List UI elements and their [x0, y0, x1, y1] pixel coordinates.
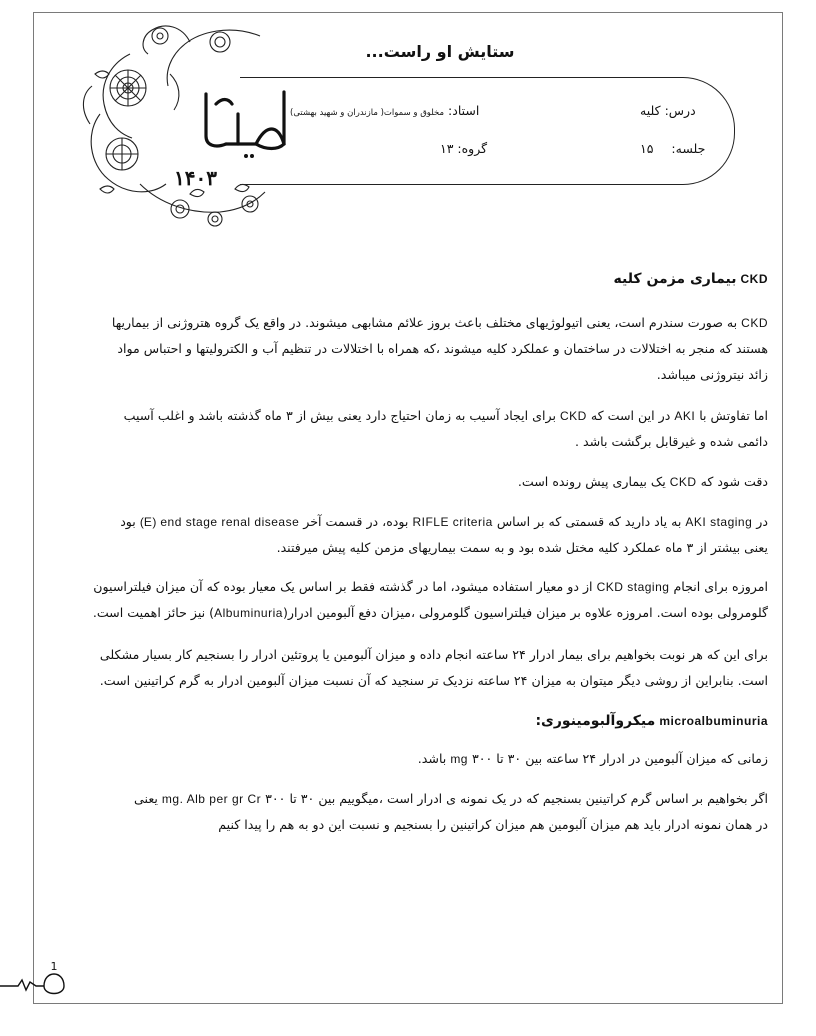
p5-a: امروزه برای انجام	[673, 579, 768, 594]
p4-line2: یعنی بیشتر از ۳ ماه عملکرد کلیه مختل شده بود و به سمت بیماریهای مزمن کلیه پیش میرفتند.	[276, 540, 768, 555]
paragraph-aki-staging	[48, 509, 768, 561]
p4-b: به یاد دارید که قسمتی که بر اساس	[496, 514, 682, 529]
teacher-value: مخلوق و سموات( مازندران و شهید بهشتی)	[290, 108, 445, 118]
p5-b: از دو معیار استفاده میشود، اما در گذشته فقط بر اساس یک معیار بوده که آن میزان فیلتراسیون	[93, 579, 593, 594]
session-label: جلسه:	[671, 141, 706, 156]
p5-albuminuria: Albuminuria	[214, 606, 283, 620]
paragraph-micro-definition	[48, 746, 768, 772]
p8-unit: mg. Alb per gr Cr	[161, 792, 262, 806]
p2-line2: دائمی شده و غیرقابل برگشت باشد .	[574, 434, 768, 449]
p1-line2: هستند که منجر به اختلالات در ساختمان و عملکرد کلیه میشوند ،که همراه با اختلالات در تنظیم آب و الکترولیتها و احتباس مواد	[117, 341, 768, 356]
session-field	[640, 141, 705, 156]
p1-line1: به صورت سندرم است، یعنی اتیولوژیهای مختلف باعث بروز علائم مشابهی میشوند. در واقع یک گروه هتروژنی از بیماریها	[111, 315, 742, 330]
p2-aki: AKI	[674, 409, 696, 423]
p8-b: یعنی	[134, 791, 158, 806]
paragraph-progressive	[48, 469, 768, 495]
session-value: ۱۵	[640, 141, 654, 156]
paragraph-ckd-staging	[48, 574, 768, 626]
p2-c: برای ایجاد آسیب به زمان احتیاج دارد یعنی بیش از ۳ ماه گذشته باشد و اغلب آسیب	[123, 408, 556, 423]
p6-line2: است. بنابراین از روشی دیگر میتوان به میزان ۲۴ ساعته نزدیک تر سنجید که آن نسبت میزان آلبومین ادرار به گرم کراتینین است.	[99, 673, 768, 688]
p4-rifle: RIFLE criteria	[412, 515, 493, 529]
p4-a: در	[756, 514, 768, 529]
p1-line3: زائد نیتروژنی میباشد.	[656, 367, 768, 382]
p6-line1: برای این که هر نوبت بخواهیم برای بیمار ادرار ۲۴ ساعته انجام داده و میزان آلبومین یا پروتئین ادرار را بسنجیم کار بسیار مشکلی	[99, 647, 768, 662]
header-info-box	[240, 77, 735, 185]
group-field	[440, 141, 487, 156]
teacher-label: استاد:	[448, 103, 480, 118]
paragraph-ckd-definition	[48, 310, 768, 388]
p8-a: اگر بخواهیم بر اساس گرم کراتینین بسنجیم که در یک نمونه ی ادرار است ،میگوییم بین ۳۰ تا ۳۰۰	[265, 791, 768, 806]
paragraph-24h-urine	[48, 642, 768, 694]
ckd-heading-fa: بیماری مزمن کلیه	[613, 271, 737, 287]
p4-d: بود	[120, 514, 136, 529]
p3-b: یک بیماری پیش رونده است.	[517, 474, 666, 489]
p5-line2a: گلومرولی بوده است. امروزه علاوه بر میزان فیلتراسیون گلومرولی ،میزان دفع آلبومین ادرار(	[282, 605, 768, 620]
p2-b: در این است که	[590, 408, 671, 423]
p7-a: زمانی که میزان آلبومین در ادرار ۲۴ ساعته بین ۳۰ تا ۳۰۰	[472, 751, 768, 766]
lesson-field	[640, 103, 696, 118]
p2-a: اما تفاوتش با	[699, 408, 768, 423]
p4-esrd: end stage renal disease	[160, 515, 300, 529]
lesson-label: درس:	[664, 103, 696, 118]
p5-ckd-staging: CKD staging	[596, 580, 670, 594]
p8-line2: در همان نمونه ادرار باید هم میزان آلبومین هم میزان کراتینین را بسنجیم و نسبت این دو به هم را پیدا کنیم	[218, 817, 768, 832]
page-number: 1	[50, 960, 58, 973]
p4-aki-staging: AKI staging	[685, 515, 753, 529]
group-label: گروه:	[457, 141, 488, 156]
p5-line2b: ) نیز حائز اهمیت است.	[92, 605, 215, 620]
p7-b: باشد.	[417, 751, 447, 766]
p1-lead: CKD	[741, 316, 768, 330]
logo-year: ۱۴۰۳	[174, 166, 217, 190]
lesson-value: کلیه	[640, 103, 661, 118]
paragraph-aki-difference	[48, 403, 768, 455]
p7-mg: mg	[450, 752, 468, 766]
group-value: ۱۳	[440, 141, 454, 156]
page-header-title: ستایش او راست...	[365, 42, 515, 61]
microalbuminuria-heading	[48, 708, 768, 734]
ckd-heading	[48, 266, 768, 292]
ckd-heading-en: CKD	[740, 272, 768, 286]
micro-heading-en: microalbuminuria	[659, 714, 768, 728]
paragraph-creatinine-ratio	[48, 786, 768, 838]
p3-ckd: CKD	[669, 475, 697, 489]
micro-heading-fa: میکروآلبومینوری:	[535, 713, 656, 729]
p4-c: بوده، در قسمت آخر	[303, 514, 409, 529]
teacher-field	[290, 103, 479, 118]
p4-e: (E)	[139, 515, 157, 529]
p2-ckd: CKD	[560, 409, 587, 423]
p3-a: دقت شود که	[700, 474, 768, 489]
